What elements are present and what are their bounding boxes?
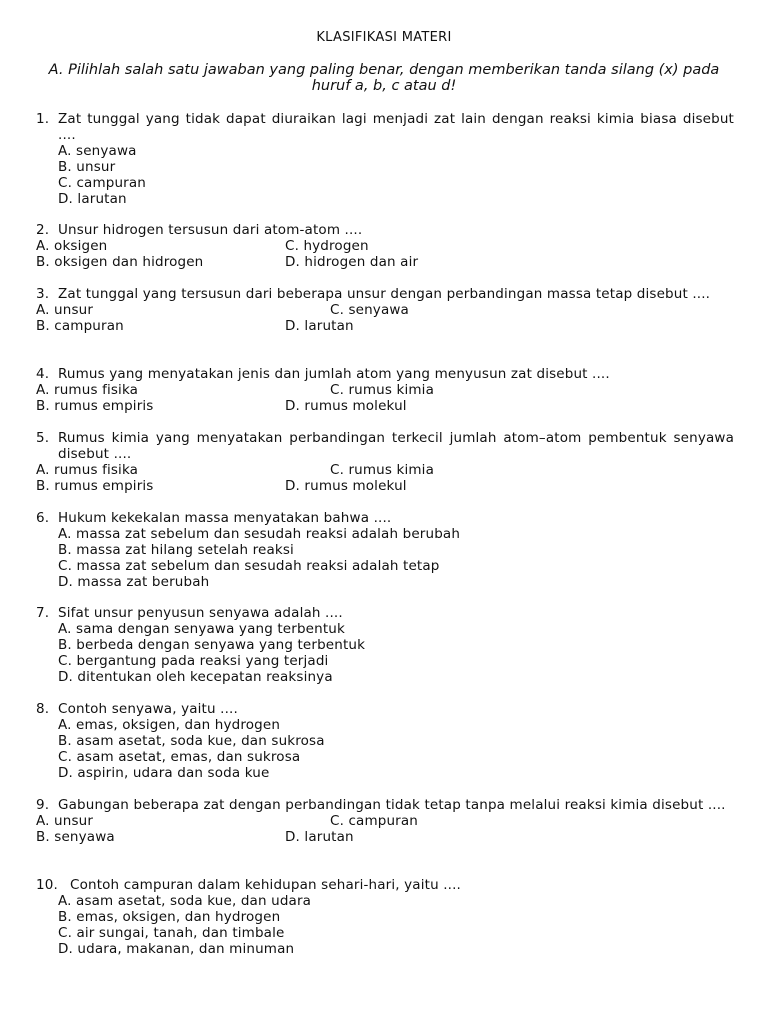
question-5 xyxy=(36,430,734,494)
option-d: D. ditentukan oleh kecepatan reaksinya xyxy=(58,669,333,685)
option-c: C. senyawa xyxy=(330,302,409,318)
option-d: D. larutan xyxy=(58,191,127,207)
option-c: C. massa zat sebelum dan sesudah reaksi adalah tetap xyxy=(58,558,440,574)
question-3 xyxy=(36,286,734,334)
question-number: 3. xyxy=(36,286,50,302)
question-stem: Zat tunggal yang tersusun dari beberapa unsur dengan perbandingan massa tetap disebut .... xyxy=(58,286,711,302)
option-d: D. rumus molekul xyxy=(285,398,407,414)
option-a: A. asam asetat, soda kue, dan udara xyxy=(58,893,312,909)
option-c: C. hydrogen xyxy=(285,238,369,254)
option-b: B. asam asetat, soda kue, dan sukrosa xyxy=(58,733,325,749)
option-c: C. asam asetat, emas, dan sukrosa xyxy=(58,749,301,765)
option-a: A. emas, oksigen, dan hydrogen xyxy=(58,717,281,733)
question-9 xyxy=(36,797,734,845)
question-1 xyxy=(36,111,734,207)
option-a: A. unsur xyxy=(36,813,94,829)
option-a: A. sama dengan senyawa yang terbentuk xyxy=(58,621,345,637)
question-10 xyxy=(36,877,734,957)
option-d: D. udara, makanan, dan minuman xyxy=(58,941,295,957)
option-c: C. campuran xyxy=(330,813,419,829)
option-a: A. rumus fisika xyxy=(36,382,139,398)
question-number: 7. xyxy=(36,605,50,621)
option-c: C. rumus kimia xyxy=(330,382,434,398)
option-b: B. berbeda dengan senyawa yang terbentuk xyxy=(58,637,366,653)
option-b: B. rumus empiris xyxy=(36,398,154,414)
question-stem: Rumus yang menyatakan jenis dan jumlah atom yang menyusun zat disebut .... xyxy=(58,366,610,382)
option-a: A. oksigen xyxy=(36,238,108,254)
option-c: C. bergantung pada reaksi yang terjadi xyxy=(58,653,329,669)
option-c: C. campuran xyxy=(58,175,147,191)
option-b: B. rumus empiris xyxy=(36,478,154,494)
question-number: 2. xyxy=(36,222,50,238)
option-d: D. larutan xyxy=(285,829,354,845)
option-d: D. aspirin, udara dan soda kue xyxy=(58,765,270,781)
question-number: 10. xyxy=(36,877,58,893)
question-number: 5. xyxy=(36,430,50,446)
option-d: D. hidrogen dan air xyxy=(285,254,419,270)
question-8 xyxy=(36,701,734,781)
question-number: 1. xyxy=(36,111,50,127)
question-number: 8. xyxy=(36,701,50,717)
option-a: A. rumus fisika xyxy=(36,462,139,478)
question-stem: Sifat unsur penyusun senyawa adalah .... xyxy=(58,605,343,621)
option-d: D. massa zat berubah xyxy=(58,574,210,590)
question-stem: Unsur hidrogen tersusun dari atom-atom .... xyxy=(58,222,363,238)
question-stem: Hukum kekekalan massa menyatakan bahwa .... xyxy=(58,510,392,526)
document-title: KLASIFIKASI MATERI xyxy=(316,30,452,45)
option-d: D. larutan xyxy=(285,318,354,334)
question-stem: Rumus kimia yang menyatakan perbandingan terkecil jumlah atom–atom pembentuk senyawa disebut .... xyxy=(58,430,734,462)
question-stem: Gabungan beberapa zat dengan perbandingan tidak tetap tanpa melalui reaksi kimia disebut .... xyxy=(58,797,726,813)
option-b: B. unsur xyxy=(58,159,116,175)
option-b: B. emas, oksigen, dan hydrogen xyxy=(58,909,281,925)
option-b: B. campuran xyxy=(36,318,124,334)
question-2 xyxy=(36,222,734,270)
question-number: 6. xyxy=(36,510,50,526)
option-a: A. senyawa xyxy=(58,143,137,159)
question-stem: Zat tunggal yang tidak dapat diuraikan lagi menjadi zat lain dengan reaksi kimia biasa disebut .... xyxy=(58,111,734,143)
question-number: 9. xyxy=(36,797,50,813)
option-b: B. massa zat hilang setelah reaksi xyxy=(58,542,294,558)
question-number: 4. xyxy=(36,366,50,382)
option-a: A. massa zat sebelum dan sesudah reaksi adalah berubah xyxy=(58,526,461,542)
section-instruction: A. Pilihlah salah satu jawaban yang paling benar, dengan memberikan tanda silang (x) pada huruf a, b, c atau d! xyxy=(48,62,720,94)
option-c: C. rumus kimia xyxy=(330,462,434,478)
option-c: C. air sungai, tanah, dan timbale xyxy=(58,925,285,941)
question-7 xyxy=(36,605,734,685)
question-6 xyxy=(36,510,734,590)
option-b: B. oksigen dan hidrogen xyxy=(36,254,204,270)
option-a: A. unsur xyxy=(36,302,94,318)
question-stem: Contoh campuran dalam kehidupan sehari-hari, yaitu .... xyxy=(70,877,461,893)
option-d: D. rumus molekul xyxy=(285,478,407,494)
option-b: B. senyawa xyxy=(36,829,115,845)
question-stem: Contoh senyawa, yaitu .... xyxy=(58,701,238,717)
question-4 xyxy=(36,366,734,414)
